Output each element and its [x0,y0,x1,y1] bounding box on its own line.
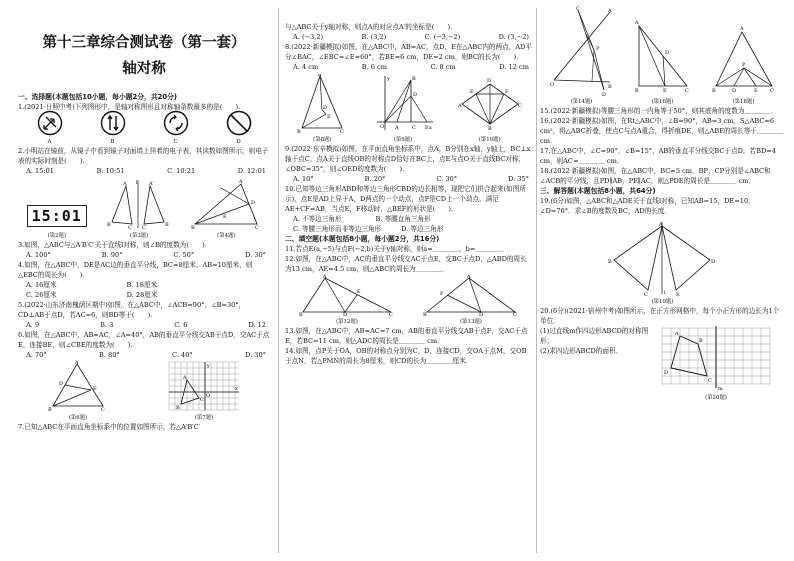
fig-q13: A B C D F (第13题) [423,274,519,326]
svg-text:B: B [299,312,303,316]
fig-q2: 15:01 (第2题) [27,191,87,240]
q16-text: 16.(2022·新疆模拟)如图，在Rt△ABC中，∠B=90°，AB=3 cm，S△ABC=6 cm²，将△ABC折叠，使点C与点A重合，得折痕DE，则△ABE的周长等于＿＿＿＿ cm． [540,117,786,145]
q1-option-b: B [100,110,126,146]
q4-text: 4.如图，在△ABC中，DE是AC边的垂直平分线，BC=8厘米，AB=10厘米，则△EBC的周长为( ). [18,261,253,279]
q12-text: 12.如图，在△ABC中，AC的垂直平分线交AC于点E，交BC于点D，△ABD的周长为13 cm，AE=4.5 cm，则△ABC的周长为＿＿＿＿． [285,255,527,273]
svg-text:B′: B′ [165,222,170,228]
svg-text:D: D [664,50,669,56]
fig-q20: A B C D m (第20题) [658,326,774,402]
svg-text:P: P [741,62,745,68]
svg-text:E: E [469,89,474,95]
svg-text:C: C [128,225,132,230]
q8-options: A. 4 cm B. 6 cm C. 8 cm D. 12 cm [293,63,529,71]
fig-q9: y x O B A C D E (第9题) [371,74,435,144]
q19-text: 19.(6分)如图，△ABC和△ADE关于直线l对称，已知AB=15，DE=10，∠D=70°．求∠B的度数及BC，AD的长度． [540,197,755,215]
fig-q6: A B C D E (第6题) [47,360,109,422]
svg-text:D: D [601,92,606,96]
q13-text: 13.如图，在△ABC中，AB=AC=7 cm，AB的垂直平分线交AB于点F，交AC于点E，若BC=11 cm，则△ADC的周长是＿＿＿＿ cm． [285,327,528,345]
svg-text:B: B [607,259,612,265]
fig-q7: A B C y x O (第7题) [167,360,241,422]
svg-text:C: C [389,312,393,316]
grid-reflection-diagram [658,326,774,392]
q17-text: 17.在△ABC中，∠C=90°，∠B=15°，AB的垂直平分线交BC于点D，若BD=4 cm，则AC=＿＿＿＿ cm． [540,147,779,165]
q6-options: A. 70° B. 80° C. 40° D. 30° [26,351,266,359]
svg-text:A: A [658,222,663,228]
svg-text:C: C [340,129,345,134]
svg-text:E: E [753,88,758,94]
svg-text:B: B [423,312,427,316]
q1-text: 1.(2021·日照中考)下列图形中，是轴对称图形且对称轴条数最多的是( ). [18,103,241,111]
q10-text: 10.已知等边三角形ABD和等边三角形CBD的边长相等，现把它们拼合起来(如图所示)，点E是AD上异于A，D两点的一个动点，点F是CD上一个动点，满足AE+CF=AB，当点E，F移动时，△BEF的形状是( ). [285,185,526,213]
svg-text:x: x [235,386,238,392]
svg-text:D: D [664,370,669,376]
page-subtitle: 轴对称 [122,61,166,77]
svg-text:B: B [711,88,716,94]
figures-14-18 [540,6,785,106]
svg-text:O: O [549,82,554,88]
fig-q10: D A C B E F (第10题) [458,74,522,144]
q3-text: 3.如图，△ABC与△A′B′C′关于直线l对称，则∠B的度数为( ). [18,241,207,249]
isosceles-bisector-diagram [423,274,519,316]
prohibition-icon [226,110,252,136]
svg-text:C′: C′ [142,225,148,230]
svg-text:C: C [643,292,648,296]
angle-bisector-triangle-diagram [712,6,776,96]
q1-option-c: C [163,110,189,146]
svg-text:m: m [718,386,723,392]
q9-text: 9.(2022·东辛模拟)如图，在平面直角坐标系中，点A，B分别在x轴，y轴上，BC⊥x轴于点C，点A关于直线OB的对称点D恰好在BC上，点E与点O关于直线BC对称，∠OBC=35°，则∠OED的度数为( ). [285,145,531,173]
svg-text:B: B [487,126,492,132]
fig-q18: A B C P D E (第18题) [712,6,776,106]
svg-text:A: A [607,8,612,14]
q18-text: 18.(2022·新疆模拟)如图，在△ABC中，BC=5 cm，BP，CP分别是∠ABC和∠ACB的平分线，且PD∥AB，PE∥AC，则△PDE的周长是＿＿＿＿ cm． [540,167,771,185]
svg-text:A: A [318,74,322,78]
svg-text:F: F [504,89,509,95]
svg-text:A: A [323,274,327,280]
q10-options-row2: C. 等腰三角形而非等边三角形 D. 等边三角形 [293,225,444,233]
svg-text:A: A [75,360,79,366]
svg-text:B: B [107,222,111,228]
svg-text:C: C [769,88,774,94]
fig-q8: A B C D E (第8题) [296,74,348,144]
svg-text:D: D [710,259,715,265]
q9-options: A. 10° B. 20° C. 30° D. 35° [293,175,529,183]
q1-option-d: D [226,110,252,146]
svg-text:B: B [607,84,612,90]
svg-text:A: A [394,125,399,131]
column-3 [540,0,785,561]
triangle-bisector-diagram [191,178,261,230]
svg-text:C: C [513,312,517,316]
column-divider [278,8,279,553]
column-2 [285,0,533,561]
fig-q16: A B C E D (第16题) [633,6,693,106]
symmetric-triangles-diagram [608,220,718,296]
q1-option-a: A [37,110,63,146]
svg-text:C: C [684,88,689,94]
svg-text:A: A [467,274,471,280]
figures-12-13 [285,274,533,326]
q20-part2: (2)求四边形ABCD的面积． [540,347,623,355]
svg-text:A: A [634,20,639,26]
section-2-heading: 二、填空题(本题包括8小题，每小题2分，共16分) [285,235,440,243]
svg-text:C: C [575,6,580,12]
svg-text:D: D [412,92,417,98]
q1-figures [18,112,270,146]
svg-text:A: A [739,26,744,32]
svg-text:A′: A′ [149,181,154,187]
isosceles-triangle-diagram [47,360,109,412]
q20-body [540,326,785,402]
mirror-triangles-diagram [104,178,174,230]
svg-text:C: C [255,225,260,230]
angle-reflection-diagram [550,6,614,96]
q15-text: 15.(2022·新疆模拟)等腰三角形的一内角等于50°，则其底角的度数为＿＿＿＿． [540,107,778,115]
figures-2-4 [18,178,270,240]
svg-text:B: B [411,76,416,82]
svg-text:E: E [357,289,361,295]
svg-text:E: E [424,125,429,131]
svg-text:P: P [595,46,599,52]
svg-text:O: O [379,124,385,130]
svg-text:B: B [297,129,302,134]
fig-q4: A B C D E (第4题) [191,178,261,240]
q2-text: 2.小明站在镜前，从镜子中看到镜子对面墙上挂着的电子表，其读数如图所示，则电子表的实际时刻是( ). [18,147,269,165]
svg-text:B: B [634,88,639,94]
svg-text:A: A [675,331,679,337]
axes-reflection-diagram [371,74,435,134]
svg-text:A: A [183,375,187,381]
fig-q12: A B C D E (第12题) [299,274,395,326]
svg-text:y: y [386,76,390,82]
svg-text:D: D [486,78,491,84]
q11-text: 11.若点E(a,−5)与点F(−2,b)关于y轴对称，则a=＿＿＿＿，b=＿＿＿＿． [285,245,509,253]
svg-text:D: D [479,312,484,316]
svg-text:y: y [207,363,210,369]
svg-text:D: D [59,381,64,387]
svg-text:A: A [123,181,127,187]
svg-text:x: x [428,125,432,131]
roundabout-icon [163,110,189,136]
q4-options-row2: C. 26厘米 D. 28厘米 [26,291,158,299]
section-3-heading: 三、解答题(本题包括8小题，共64分) [540,187,656,195]
two-way-arrow-icon [100,110,126,136]
fig-q19: A B C D E l (第19题) [608,220,718,306]
page-title: 第十三章综合测试卷（第一套） [42,35,246,51]
svg-text:C: C [101,407,105,412]
q7-text-end: 与△ABC关于y轴对称，则点A的对应点A′的坐标是( ). [285,23,453,31]
triangle-perpendicular-diagram [299,274,395,316]
rhombus-diagram [458,74,522,134]
figures-8-10 [285,72,533,144]
figure-19 [540,216,785,306]
q20-part1: (1)过直线m作四边形ABCD的对称图形； [540,327,649,345]
q6-text: 6.如图，在△ABC中，AB=AC，∠A=40°，AB的垂直平分线交AB于点D，交AC于点E，连接BE，则∠CBE的度数为( ). [18,331,270,349]
fig-q14: O A B C D P (第14题) [550,6,614,106]
svg-text:D: D [343,312,348,316]
section-1-heading: 一、选择题(本题包括10小题，每小题2分，共20分) [18,93,177,101]
svg-text:E: E [327,114,331,120]
q10-options-row1: A. 不等边三角形 B. 等腰直角三角形 [293,215,431,223]
svg-text:B: B [191,225,196,230]
svg-text:E: E [93,386,97,392]
q7-text-start: 7.已知△ABC在平面直角坐标系中的位置如图所示，若△A′B′C′ [18,423,201,431]
svg-text:E: E [675,292,680,296]
svg-text:C: C [411,125,416,131]
svg-text:B: B [176,405,180,411]
digital-clock: 15:01 [27,205,87,227]
svg-text:C: C [517,103,522,109]
q8-text: 8.(2022·新疆模拟)如图，在△ABC中，AB=AC，点D，E在△ABC内的两点，AD平分∠BAC，∠EBC=∠E=60°，若BE=6 cm，DE=2 cm，则BC的长为( ). [285,43,532,61]
q4-options-row1: A. 16厘米 B. 18厘米 [26,281,158,289]
svg-text:l: l [136,180,138,186]
svg-text:D: D [251,200,256,206]
column-divider [536,8,537,553]
q7-options: A. (−3,2) B. (3,2) C. (−3,−2) D. (3,−2) [293,33,529,41]
q3-options: A. 100° B. 90° C. 50° D. 30° [26,251,266,259]
column-1 [18,0,270,561]
svg-text:E: E [662,88,667,94]
right-triangle-fold-diagram [633,6,693,96]
svg-text:A: A [239,179,243,185]
coordinate-grid-diagram [167,360,241,412]
svg-text:D: D [731,88,736,94]
figures-6-7 [18,360,270,422]
svg-text:F: F [440,291,444,297]
svg-text:C: C [708,378,712,384]
fig-q3: A A′ B B′ C C′ l (第3题) [104,178,174,240]
q20-text: 20.(6分)(2021·宿州中考)如图所示，在正方形网格中，每个小正方形的边长为1个单位． [540,307,780,325]
arrows-circle-icon [37,110,63,136]
svg-text:O: O [206,393,211,399]
triangle-inner-points-diagram [296,74,348,134]
svg-text:D: D [323,105,328,111]
q2-options: A. 15:01 B. 10:51 C. 10:21 D. 12:01 [26,167,266,175]
svg-text:A: A [457,103,462,109]
svg-text:C: C [200,397,204,403]
svg-text:l: l [663,290,666,296]
svg-text:B: B [699,338,703,344]
svg-text:B: B [48,407,52,412]
q5-text: 5.(2022·山东济南槐荫区期中)如图，在△ABC中，∠ACB=90°，∠B=30°，CD⊥AB于点D，若AC=6，则BD等于( ). [18,301,246,319]
svg-text:E: E [223,214,228,220]
q5-options: A. 9 B. 3 C. 6 D. 12 [26,321,266,329]
q14-text: 14.如图，点P关于OA，OB的对称点分别为C，D，连接CD，交OA于点M，交OB于点N，若△PMN的周长为8厘米，则CD的长为＿＿＿＿厘米． [285,347,527,365]
